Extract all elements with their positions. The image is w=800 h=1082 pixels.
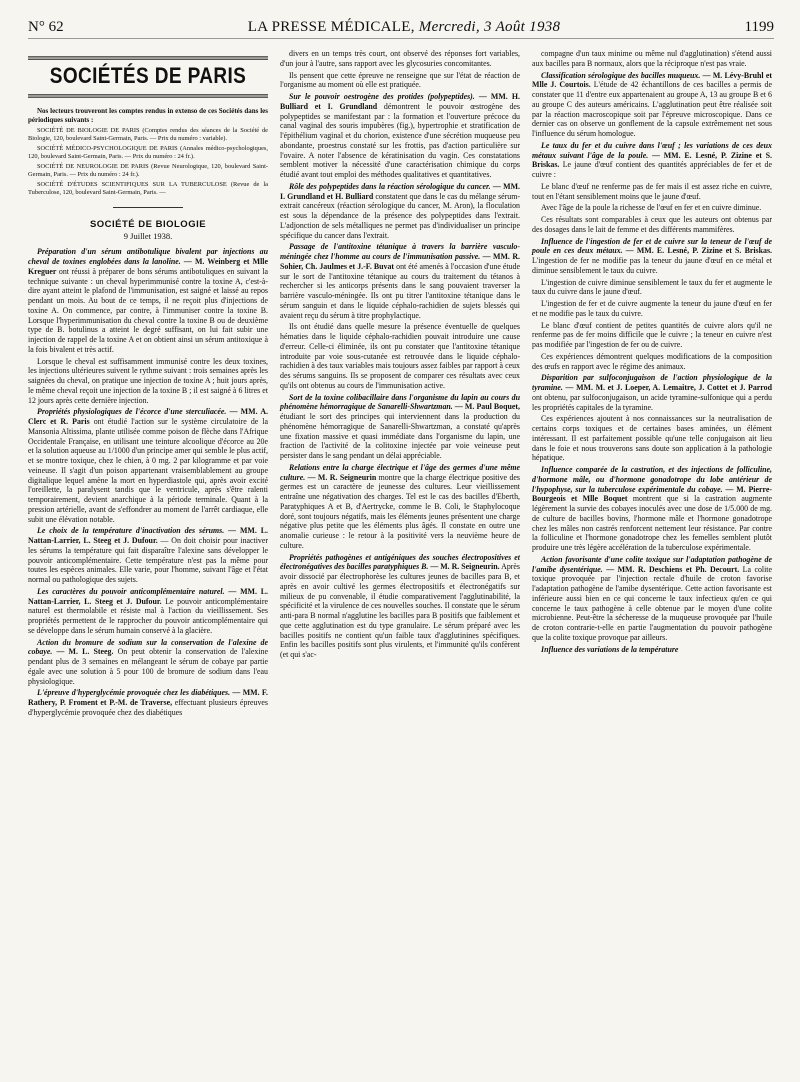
communication-title: Sur le pouvoir oestrogène des protides (polypeptides).: [289, 92, 475, 101]
communication-paragraph: [28, 407, 268, 524]
periodical-3: SOCIÉTÉ DE NEUROLOGIE DE PARIS (Revue Neurologique, 120, boulevard Saint-Germain, Paris. — Prix du numéro : 24 fr.).: [28, 162, 268, 178]
communication-text: Après avoir dissocié par électrophorèse les cultures jeunes de bacilles para B, et après en avoir cultivé les germes électropositifs et électronégatifs sur milieux de pu convenable, il étudie comparativement l'agglutinabilité, la spécificité et la virulence de ces nouvelles souches. Il constate que le sérum anti-para B normal n'agglutine les bacilles para B positifs que faiblement et que cette agglutination est du type granulaire. Le sérum préparé avec les bacilles positifs ne contient qu'un faible taux d'agglutinines spécifiques. Enfin les bacilles positifs sont plus virulents, et l'immunité qu'ils confèrent (et qui s'ac-: [280, 562, 521, 659]
communication-paragraph: [532, 141, 772, 180]
communication-authors: — MM. I. Grundland et H. Bulliard: [280, 181, 520, 201]
issue-date: Mercredi, 3 Août 1938: [418, 19, 561, 35]
communication-authors: — MM. M. et J. Loeper, A. Lemaitre, J. Cottet et J. Parrod: [562, 383, 772, 392]
communication-title: Propriétés pathogènes et antigéniques des souches électropositives et électronégatives des bacilles paratyphiques B.: [280, 552, 520, 572]
communication-paragraph: [532, 71, 772, 139]
column-1-body: [28, 247, 268, 717]
communication-text: démontrent le pouvoir œstrogène des polypeptides se manifestant par : la formation et l'ouverture précoce du canal vaginal des souris impubères (fig.), hypertrophie et stratification de l'épithélium vaginal et du chorion, existence d'une sécrétion muqueuse peu abondante, proestrus constaté sur les frottis, pas d'action particulière sur l'ovaire. A noter l'absence de kératinisation du vagin. Ces constatations semblent motiver la nécessité d'une caractérisation chimique du corps étudié avant tout emploi des méthodes qualitatives et quantitatives.: [280, 101, 520, 179]
article-columns: [28, 49, 774, 720]
communication-title: Rôle des polypeptides dans la réaction sérologique du cancer.: [289, 181, 491, 191]
communication-text: Le pouvoir anticomplémentaire naturel est thermolabile et résiste mal à l'action du vieillissement. Ses propriétés permettent de le rapprocher du pouvoir anticomplémentaire qui se développe dans le sérum humain conservé à la glacière.: [28, 596, 268, 635]
communication-paragraph: [28, 638, 268, 687]
communication-text: Avec l'âge de la poule la richesse de l'œuf en fer et en cuivre diminue.: [541, 203, 762, 213]
communication-title: Propriétés physiologiques de l'écorce d'une sterculiacée.: [37, 407, 227, 417]
journal-name: LA PRESSE MÉDICALE,: [247, 19, 419, 35]
column-2: [280, 49, 520, 720]
communication-text: Ils ont étudié dans quelle mesure la présence éventuelle de quelques hématies dans le liquide céphalo-rachidien pouvait introduire une cause d'erreur. Celle-ci éliminée, ils ont pu constater que l'antitoxine tétanique introduite par voie sous-cutanée est retrouvée dans le liquide céphalo-rachidien à des taux variables mais toujours assez faibles par rapport à ceux des sérums sanguins. Ils se proposent de comparer ces résultats avec ceux qu'ils ont obtenus au cours de l'immunisation active.: [280, 322, 520, 390]
communication-paragraph: [28, 526, 268, 585]
column-3: [532, 49, 772, 720]
communication-text: Ces expériences démontrent quelques modifications de la composition des œufs en rapport avec le régime des animaux.: [532, 351, 772, 371]
communication-authors: — MM. R. Sohier, Ch. Jaulmes et J.-F. Buvat: [280, 252, 520, 271]
communication-paragraph: [532, 237, 772, 276]
communication-authors: — M. Paul Boquet,: [452, 402, 520, 412]
column-3-body: [532, 49, 772, 654]
communication-text: — On doit choisir pour inactiver les sérums la température qui fait disparaître l'alexine sans développer le pouvoir anticomplémentaire. Cette température n'est pas la même pour toutes les espèces animales. Elle varie, pour l'homme, suivant l'âge et l'état normal ou pathologique des sujets.: [28, 536, 269, 584]
communication-paragraph: [28, 688, 268, 717]
communication-paragraph: [280, 92, 520, 180]
communication-text: L'ingestion de cuivre diminue sensiblement le taux du fer et augmente le taux du cuivre dans le jaune d'œuf.: [532, 277, 772, 297]
communication-title: Action du bromure de sodium sur la conservation de l'alexine de cobaye.: [28, 637, 268, 657]
communication-text: Lorsque le cheval est suffisamment immunisé contre les deux toxines, les injections ultérieures suivent le rythme suivant : trois semaines après les saignées du cheval, on pratique une injection de toxine A ; huit jours après, le même cheval reçoit une injection de la toxine B ; il est saigné à 6 litres et 12 jours après cette dernière injection.: [28, 356, 268, 405]
communication-text: ont réussi à préparer de bons sérums antibotuliques en suivant la technique suivante : un cheval hyperimmunisé contre la toxine A, c'est-à-dire ayant atteint le plafond de l'immunisation, est saigné et laissé au repos pendant un mois. Au bout de ce temps, il ne reçoit plus d'injections de toxine A. On commence, par contre, à l'immuniser contre la toxine B. Lorsque l'hyperimmunisation du cheval contre la toxine B ou de deuxième type de B. botulinus a atteint le degré suffisant, on lui fait subir une injection de rappel de la toxine A et on obtient ainsi un sérum antitoxique à la fois bivalent et très actif.: [28, 266, 268, 354]
notice: Nos lecteurs trouveront les comptes rendus in extenso de ces Sociétés dans les périodiques suivants :: [28, 106, 268, 124]
page-number: 1199: [744, 19, 774, 35]
communication-text: compagne d'un taux minime ou même nul d'agglutination) s'étend aussi aux bacilles para B normaux, alors que la réciproque n'est pas vraie.: [532, 49, 772, 68]
communication-text: L'étude de 42 échantillons de ces bacilles a permis de constater que 11 d'entre eux appartenaient au groupe A, 13 au groupe B et 6 au groupe C des auteurs américains. L'agglutination peut être réalisée soit par la réaction macroscopique soit par l'épreuve microscopique. Dans ce dernier cas on observe un gonflement de la capsule extrêmement net sous l'influence du sérum homologue.: [532, 80, 772, 138]
communication-title: Disparition par sulfoconjugaison de l'action physiologique de la tyramine.: [532, 373, 772, 392]
communication-authors: — MM. E. Lesné, P. Zizine et S. Briskas.: [532, 150, 773, 170]
communication-text: montre que la charge électrique positive des germes est un caractère de jeunesse des cultures. Leur vieillissement entraîne une négativation des charges. Tel est le cas des bacilles d'Eberth, Paratyphiques A et B, d'Aertrycke, comme le B. Coli, le Staphylocoque doré, sont toujours négatifs, mais les éléments jeunes présentent une charge négative plus petite que les éléments plus âgés. Il constate en outre une anomalie curieuse : le retour à la positivité vers la neuvième heure de culture.: [280, 472, 520, 550]
communication-paragraph: [28, 587, 268, 636]
communication-paragraph: [280, 71, 520, 91]
communication-paragraph: [532, 645, 772, 655]
communication-text: La colite toxique provoquée par l'injection rectale d'huile de croton favorise l'adaptation pathogène de l'amibe dysentérique. Cette action favorisante est inférieure aussi bien en ce qui concerne le taux infectieux qu'en ce qui concerne le taux pathogène à celle obtenue par le moyen d'une colite microbienne. Peut-être la sécheresse de la muqueuse provoquée par l'huile de croton contrarie-t-elle en partie l'augmentation du pouvoir pathogène que la colite toxique provoque par ailleurs.: [532, 564, 772, 642]
communication-authors: — MM. L. Nattan-Larrier, L. Steeg et J. Dufour.: [28, 526, 268, 545]
communication-authors: — MM. H. Bulliard et I. Grundland: [280, 92, 520, 111]
communication-text: Ils pensent que cette épreuve ne renseigne que sur l'état de réaction de l'organisme au moment où elle est pratiquée.: [280, 70, 520, 90]
communication-text: Le jaune d'œuf contient des quantités appréciables de fer et de cuivre :: [532, 160, 772, 179]
communication-paragraph: [28, 357, 268, 406]
communication-title: Classification sérologique des bacilles muqueux.: [541, 70, 701, 80]
communication-authors: — M. Lévy-Bruhl et Mlle J. Courtois.: [532, 70, 772, 90]
communication-paragraph: [280, 463, 520, 551]
communication-text: Ces expériences ajoutent à nos connaissances sur la neutralisation de certains corps toxiques et de certaines bases aminées, un élément intéressant. Il est parfaitement possible qu'une telle conjugaison ait lieu dans le foie et nous trouverons sans doute son application à la pathologie hépatique.: [532, 414, 772, 463]
communication-authors: — M. R. Seigneurin: [305, 472, 377, 482]
communication-paragraph: [532, 182, 772, 202]
running-head: [28, 18, 774, 39]
communication-paragraph: [532, 49, 772, 69]
communication-title: Préparation d'un sérum antibotulique bivalent par injections au cheval de toxines englobées dans la lanoline.: [28, 247, 268, 266]
communication-title: Action favorisante d'une colite toxique sur l'adaptation pathogène de l'amibe dysentérique.: [532, 554, 772, 574]
periodical-1: SOCIÉTÉ DE BIOLOGIE DE PARIS (Comptes rendus des séances de la Société de Biologie, 120, boulevard Saint-Germain, Paris. — Prix du numéro : variable).: [28, 126, 268, 142]
communication-title: Le taux du fer et du cuivre dans l'œuf ; les variations de ces deux métaux suivant l'âge de la poule.: [532, 140, 772, 160]
communication-title: Influence des variations de la température: [541, 644, 679, 654]
communication-text: étudiant le sort des principes qui interviennent dans la production du phénomène hémorragique de Sanarelli-Shwartzman, a constaté qu'après une fixation massive et quasi immédiate dans l'organisme du lapin, une fraction de l'activité de la colitoxine injectée par voie veineuse peut persister dans le sang pendant un délai appréciable.: [280, 412, 520, 460]
communication-paragraph: [532, 299, 772, 319]
communication-paragraph: [532, 352, 772, 372]
communication-paragraph: [28, 247, 268, 354]
communication-paragraph: [280, 393, 520, 461]
section-date: 9 Juillet 1938.: [123, 230, 173, 241]
column-1: [28, 49, 268, 720]
communication-text: ont obtenu, par sulfoconjugaison, un acide tyramine-sulfonique qui a perdu les propriétés capitales de la tyramine.: [532, 392, 772, 412]
communication-title: Relations entre la charge électrique et l'âge des germes d'une même culture.: [280, 462, 520, 482]
communication-paragraph: [532, 278, 772, 298]
periodical-4: SOCIÉTÉ D'ÉTUDES SCIENTIFIQUES SUR LA TUBERCULOSE (Revue de la Tuberculose, 120, boulevard Saint-Germain, Paris. —: [28, 180, 268, 196]
communication-text: L'ingestion de fer et de cuivre augmente la teneur du jaune d'œuf en fer et ne modifie pas le taux du cuivre.: [532, 299, 772, 318]
communication-text: ont étudié l'action sur le système circulatoire de la Mansonia Altissima, plante utilisée comme poison de flèche dans l'Afrique Occidentale Française, en utilisant une teinture alcoolique d'écorce au 20e et la solution aqueuse au 1/1000 d'un principe amer qui semble le plus actif, et se montre toxique, chez le chien, à 0 mg. 2 par kilogramme et par voie veineuse. Il s'agit d'un poison appartenant vraisemblablement au groupe digitalique lequel amène la mort en hyperdiastole qui, après avoir excité l'oreillette, la paralysent tandis que le ventricule, après s'être ralenti temporairement, devient anarchique à la période terminale. Quant à la pression artérielle, avant de s'effondrer au moment de l'arrêt cardiaque, elle subit une élévation notable.: [28, 417, 268, 524]
communication-paragraph: [280, 49, 520, 69]
communication-title: Sort de la toxine colibacillaire dans l'organisme du lapin au cours du phénomène hémorragique de Sanarelli-Shwartzman.: [280, 392, 520, 412]
communication-authors: — MM. E. Lesné, P. Zizine et S. Briskas.: [622, 246, 772, 256]
communication-paragraph: [280, 242, 520, 320]
communication-text: constatent que dans le cas du mélange sérum-extrait cancéreux (réaction sérologique du cancer, M. Aron), la floculation est sous la dépendance de la présence des polypeptides dans l'extrait. L'adjonction de sels métalliques ne permet pas d'individualiser un principe spécifique du cancer dans l'extrait.: [280, 191, 520, 240]
communication-paragraph: [532, 373, 772, 412]
communication-title: Influence comparée de la castration, et des injections de folliculine, d'hormone mâle, ou d'hormone gonadotrope du lobe antérieur de l'hypophyse, sur la tuberculose expérimentale du cobaye.: [532, 465, 772, 494]
communication-text: divers en un temps très court, ont observé des réponses fort variables, d'un jour à l'autre, sans rapport avec les glycosuries concomitantes.: [280, 49, 520, 68]
communication-paragraph: [532, 465, 772, 553]
communication-authors: — M. L. Steeg.: [52, 647, 114, 657]
communication-title: Influence de l'ingestion de fer et de cuivre sur la teneur de l'œuf de poule en ces deux métaux.: [532, 236, 772, 256]
communication-title: Le choix de la température d'inactivation des sérums.: [37, 526, 225, 536]
communication-title: L'épreuve d'hyperglycémie provoquée chez les diabétiques.: [37, 688, 231, 698]
communication-paragraph: [532, 555, 772, 643]
communication-text: ont été amenés à l'occasion d'une étude sur le sort de l'antitoxine tétanique au cours du traitement du tétanos à rechercher si les anticorps présents dans le sang pouvaient traverser la barrière vasculo-méningée. Ils ont pu titrer l'antitoxine tétanique dans le sérum sanguin et dans le liquide céphalo-rachidien de sujets blessés qui avaient reçu du sérum à titre prophylactique.: [280, 261, 520, 320]
communication-authors: — M. Weinberg et Mlle Kreguer: [28, 257, 268, 276]
communication-text: Le blanc d'œuf ne renferme pas de fer mais il est assez riche en cuivre, tout en l'étant sensiblement moins que le jaune d'œuf.: [532, 181, 772, 201]
communication-paragraph: [532, 414, 772, 463]
communication-authors: — M. Pierre-Bourgeois et Mlle Boquet: [532, 484, 772, 504]
journal-title: [248, 18, 561, 36]
communication-authors: — MM. F. Rathery, P. Froment et P.-M. de Traverse,: [28, 688, 268, 707]
communication-text: Le blanc d'œuf contient de petites quantités de cuivre alors qu'il ne renferme pas de fer moins difficile que le cuivre ; la teneur en cuivre n'est pas modifiée par l'ingestion de fer ou de cuivre.: [532, 320, 772, 349]
communication-paragraph: [532, 321, 772, 350]
communication-text: On peut obtenir la conservation de l'alexine pendant plus de 3 semaines en mélangeant le sérum de cobaye par partie égale avec une solution à 5 pour 100 de bromure de sodium dans l'eau physiologique.: [28, 647, 268, 686]
communication-paragraph: [532, 215, 772, 235]
section-title: SOCIÉTÉ DE BIOLOGIE: [89, 218, 207, 230]
communication-title: Passage de l'antitoxine tétanique à travers la barrière vasculo-méningée chez l'homme au cours de l'immunisation passive.: [280, 242, 520, 261]
communication-paragraph: [280, 553, 520, 660]
communication-title: Les caractères du pouvoir anticomplémentaire naturel.: [37, 586, 225, 596]
column-2-body: [280, 49, 520, 660]
communication-authors: — MM. R. Deschiens et Ph. Decourt.: [602, 564, 740, 574]
communication-paragraph: [280, 322, 520, 390]
issue-number: N° 62: [28, 19, 64, 35]
periodical-2: SOCIÉTÉ MÉDICO-PSYCHOLOGIQUE DE PARIS (Annales médico-psychologiques, 120, boulevard Saint-Germain, Paris. — Prix du numéro : 24 fr.).: [28, 144, 268, 160]
communication-authors: — MM. L. Nattan-Larrier, L. Steeg et J. Dufour.: [28, 586, 268, 606]
masthead: SOCIÉTÉS DE PARIS: [28, 56, 268, 97]
communication-paragraph: [280, 182, 520, 241]
communication-text: effectuant plusieurs épreuves d'hyperglycémie provoquée chez des diabétiques: [28, 698, 268, 717]
communication-text: Ces résultats sont comparables à ceux que les auteurs ont obtenus par des dosages dans le lait de femme et des différents mammifères.: [532, 215, 772, 234]
divider: [113, 207, 183, 208]
communication-text: L'ingestion de fer ne modifie pas la teneur du jaune d'œuf en ce métal et diminue sensiblement le taux du cuivre.: [532, 256, 772, 275]
communication-authors: — M. R. Seigneurin.: [428, 562, 500, 572]
communication-text: montrent que si la castration augmente légèrement la survie des cobayes inoculés avec une dose de 1/5.000 de mg. de culture de bacilles bovins, l'hormone mâle et l'hormone gonadotrope chez les mâles non castrés renforcent nettement leur résistance. Par contre la folliculine et l'hormone gonadotrope chez les femelles semblent plutôt produire une très légère accélération de la tuberculose expérimentale.: [532, 494, 772, 552]
communication-paragraph: [532, 203, 772, 213]
communication-authors: — MM. A. Clerc et R. Paris: [28, 407, 268, 426]
